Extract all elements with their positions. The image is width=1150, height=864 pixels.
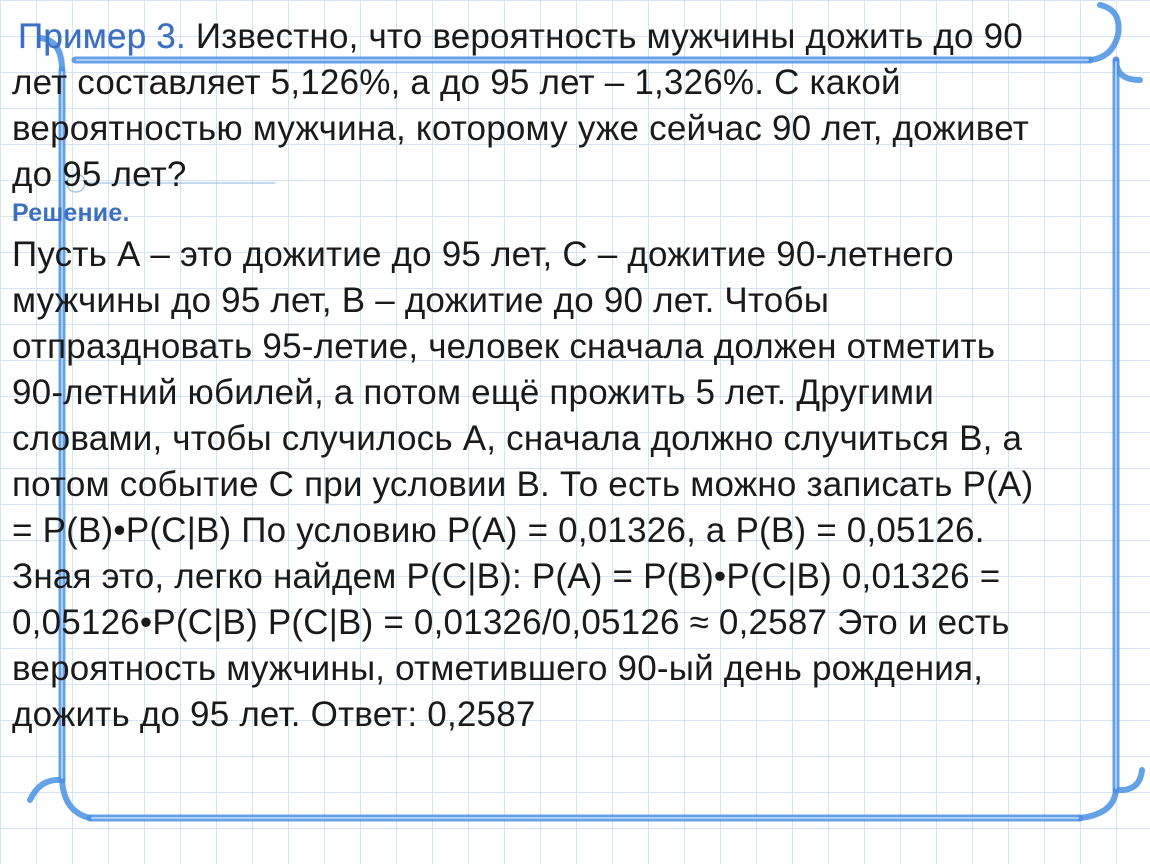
solution-heading: Решение.: [12, 199, 130, 227]
solution-line: = Р(В)•Р(С|В) По условию Р(А) = 0,01326, а Р(В) = 0,05126.: [12, 511, 985, 550]
problem-line-2: лет составляет 5,126%, а до 95 лет – 1,326%. С какой: [12, 63, 901, 102]
problem-line-4: до 95 лет?: [12, 155, 187, 194]
solution-line: Пусть А – это дожитие до 95 лет, С – дожитие 90-летнего: [12, 235, 954, 274]
solution-line: потом событие С при условии В. То есть можно записать Р(А): [12, 465, 1034, 504]
example-label: Пример 3.: [18, 17, 186, 56]
solution-line: отпраздновать 95-летие, человек сначала должен отметить: [12, 327, 996, 366]
solution-line: словами, чтобы случилось А, сначала должно случиться В, а: [12, 419, 1023, 458]
solution-line: мужчины до 95 лет, В – дожитие до 90 лет. Чтобы: [12, 281, 830, 320]
problem-text-1: Известно, что вероятность мужчины дожить до 90: [185, 17, 1023, 56]
solution-line: дожить до 95 лет. Ответ: 0,2587: [12, 695, 536, 734]
solution-line: Зная это, легко найдем Р(С|В): Р(А) = Р(В)•Р(С|В) 0,01326 =: [12, 557, 1001, 596]
solution-line: вероятность мужчины, отметившего 90-ый день рождения,: [12, 649, 984, 688]
solution-line: 0,05126•Р(С|В) Р(С|В) = 0,01326/0,05126 ≈ 0,2587 Это и есть: [12, 603, 1010, 642]
problem-line-3: вероятностью мужчина, которому уже сейчас 90 лет, доживет: [12, 109, 1029, 148]
problem-line-1: [18, 14, 1132, 60]
solution-line: 90-летний юбилей, а потом ещё прожить 5 лет. Другими: [12, 373, 934, 412]
content-text: [12, 14, 1132, 738]
